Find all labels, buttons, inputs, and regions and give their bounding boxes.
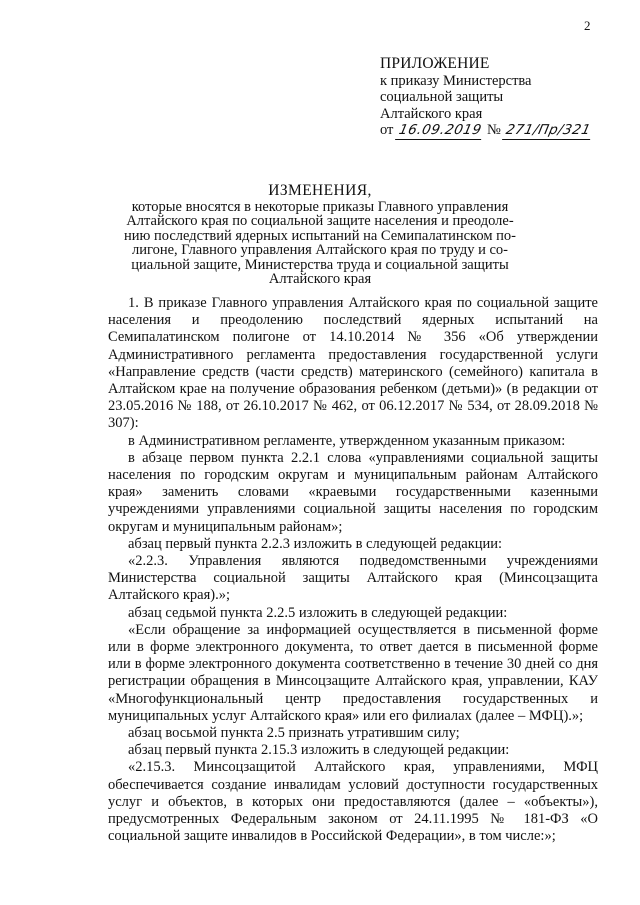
appendix-line-2: социальной защиты bbox=[380, 89, 504, 105]
handwritten-number: 271/Пр/321 bbox=[503, 122, 595, 140]
title-line-1: которые вносятся в некоторые приказы Главного управления bbox=[131, 198, 509, 215]
appendix-line-1: к приказу Министерства bbox=[380, 72, 532, 89]
paragraph-3: в абзаце первом пункта 2.2.1 слова «управлениями социальной защиты населения по городским округам и муниципальным районам Алтайского края» заменить словами «краевыми государственными казенными учреждениями управлениями социальной защиты населения по городским округам и муниципальным районам»; bbox=[108, 449, 598, 535]
paragraph-2: в Административном регламенте, утвержденном указанным приказом: bbox=[128, 432, 566, 449]
number-prefix: № bbox=[486, 122, 501, 138]
handwritten-date: 16.09.2019 bbox=[395, 122, 485, 140]
appendix-heading: ПРИЛОЖЕНИЕ bbox=[380, 55, 490, 72]
document-body bbox=[108, 295, 598, 846]
appendix-block bbox=[380, 56, 620, 140]
appendix-line-3: Алтайского края bbox=[380, 105, 483, 122]
paragraph-4: абзац первый пункта 2.2.3 изложить в следующей редакции: bbox=[128, 535, 503, 552]
date-prefix: от bbox=[380, 122, 394, 138]
title-line-4: лигоне, Главного управления Алтайского края по труду и со- bbox=[132, 242, 508, 258]
paragraph-5: «2.2.3. Управления являются подведомственными учреждениями Министерства социальной защиты Алтайского края (Минсоцзащита Алтайского края).»; bbox=[108, 553, 598, 604]
paragraph-1: 1. В приказе Главного управления Алтайского края по социальной защите населения и преодолению последствий ядерных испытаний на Семипалатинском полигоне от 14.10.2014 № 356 «Об утверждении Административного регламента предоставления государственной услуги «Направление средств (части средств) материнского (семейного) капитала в Алтайском крае на получение образования ребенком (детьми)» (в редакции от 23.05.2016 № 188, от 26.10.2017 № 462, от 06.12.2017 № 534, от 28.09.2018 № 307): bbox=[108, 295, 598, 432]
paragraph-9: абзац первый пункта 2.15.3 изложить в следующей редакции: bbox=[128, 742, 510, 759]
paragraph-6: абзац седьмой пункта 2.2.5 изложить в следующей редакции: bbox=[128, 604, 508, 621]
title-heading: ИЗМЕНЕНИЯ, bbox=[268, 182, 372, 199]
title-line-6: Алтайского края bbox=[268, 271, 372, 287]
paragraph-10: «2.15.3. Минсоцзащитой Алтайского края, управлениями, МФЦ обеспечивается создание инвалидам условий доступности государственных услуг и объектов, в которых они предоставляются (далее – «объекты»), предусмотренных Федеральным законом от 24.11.1995 № 181-ФЗ «О социальной защите инвалидов в Российской Федерации», в том числе:»; bbox=[108, 759, 598, 845]
title-line-2: Алтайского края по социальной защите населения и преодоле- bbox=[126, 213, 514, 229]
appendix-date-number bbox=[380, 122, 620, 140]
paragraph-8: абзац восьмой пункта 2.5 признать утратившим силу; bbox=[128, 725, 460, 742]
title-line-5: циальной защите, Министерства труда и социальной защиты bbox=[131, 256, 509, 273]
document-title bbox=[110, 184, 530, 287]
title-line-3: нию последствий ядерных испытаний на Семипалатинском по- bbox=[124, 227, 516, 244]
page-number: 2 bbox=[584, 18, 591, 33]
paragraph-7: «Если обращение за информацией осуществляется в письменной форме или в форме электронного документа, то ответ дается в письменной форме или в форме электронного документа соответственно в течение 30 дней со дня регистрации обращения в Минсоцзащите Алтайского края, управлении, КАУ «Многофункциональный центр предоставления государственных и муниципальных услуг Алтайского края» или его филиалах (далее – МФЦ).»; bbox=[108, 621, 598, 724]
